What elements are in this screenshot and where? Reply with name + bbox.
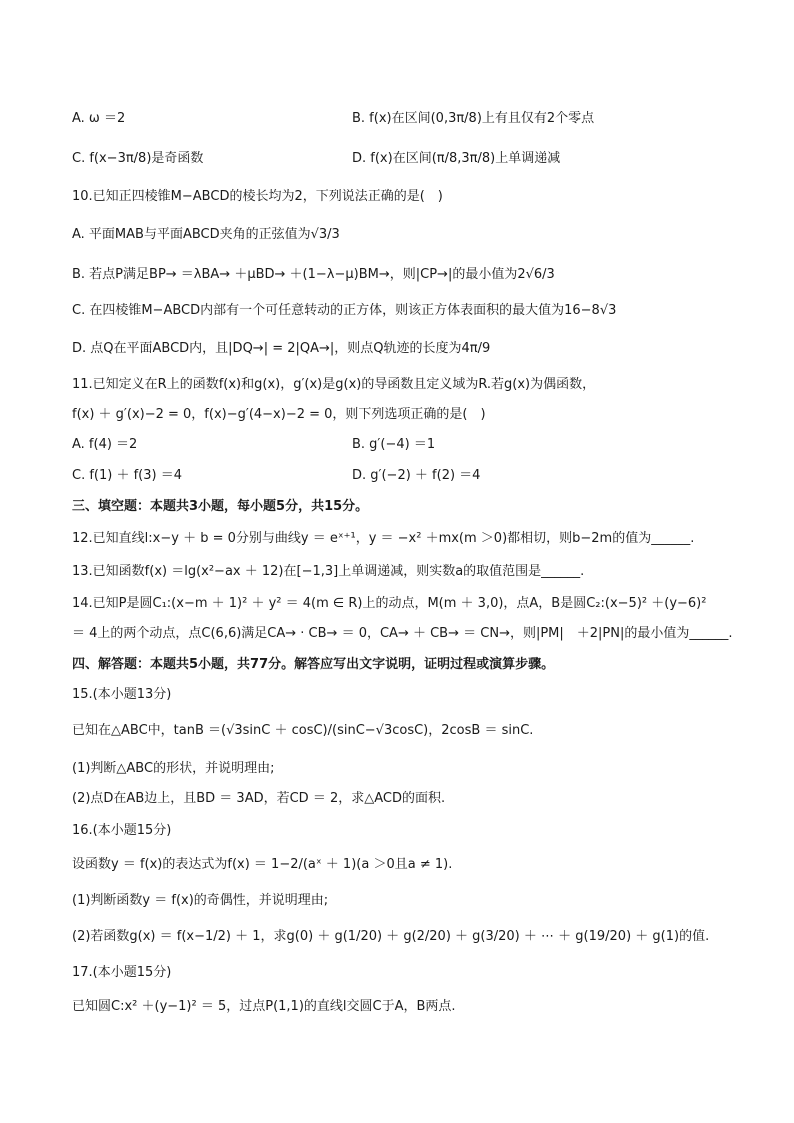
text-line: A. 平面MAB与平面ABCD夹角的正弦值为√3/3 bbox=[72, 227, 340, 242]
text-line: 设函数y ＝ f(x)的表达式为f(x) ＝ 1−2/(aˣ ＋ 1)(a ＞0且a ≠ 1). bbox=[72, 857, 453, 872]
text-line: C. f(1) ＋ f(3) ＝4 bbox=[72, 468, 182, 483]
text-line: 10.已知正四棱锥M−ABCD的棱长均为2，下列说法正确的是( ) bbox=[72, 189, 443, 204]
text-line: 已知圆C:x² ＋(y−1)² ＝ 5，过点P(1,1)的直线l交圆C于A，B两点. bbox=[72, 999, 456, 1014]
text-line: 11.已知定义在R上的函数f(x)和g(x)，g′(x)是g(x)的导函数且定义域为R.若g(x)为偶函数， bbox=[72, 377, 596, 392]
section-heading: 四、解答题：本题共5小题，共77分。解答应写出文字说明，证明过程或演算步骤。 bbox=[72, 657, 555, 672]
text-line: (1)判断△ABC的形状，并说明理由; bbox=[72, 761, 275, 776]
text-line: A. ω ＝2 bbox=[72, 111, 126, 126]
text-line: (2)点D在AB边上，且BD ＝ 3AD，若CD ＝ 2，求△ACD的面积. bbox=[72, 791, 446, 806]
section-heading: 三、填空题：本题共3小题，每小题5分，共15分。 bbox=[72, 499, 369, 514]
text-line: B. g′(−4) ＝1 bbox=[352, 437, 436, 452]
text-line: B. 若点P满足BP→ ＝λBA→ ＋μBD→ ＋(1−λ−μ)BM→，则|CP→|的最小值为2√6/3 bbox=[72, 267, 555, 282]
text-line: 已知在△ABC中，tanB ＝(√3sinC ＋ cosC)/(sinC−√3cosC)，2cosB ＝ sinC. bbox=[72, 723, 534, 738]
text-line: D. 点Q在平面ABCD内，且|DQ→| = 2|QA→|，则点Q轨迹的长度为4π/9 bbox=[72, 341, 491, 356]
text-line: 12.已知直线l:x−y ＋ b = 0分别与曲线y ＝ eˣ⁺¹，y ＝ −x² ＋mx(m ＞0)都相切，则b−2m的值为______. bbox=[72, 531, 695, 546]
text-line: (1)判断函数y ＝ f(x)的奇偶性，并说明理由; bbox=[72, 893, 329, 908]
text-line: 17.(本小题15分) bbox=[72, 965, 172, 980]
text-line: 14.已知P是圆C₁:(x−m ＋ 1)² ＋ y² ＝ 4(m ∈ R)上的动点，M(m ＋ 3,0)，点A，B是圆C₂:(x−5)² ＋(y−6)² bbox=[72, 596, 707, 611]
text-line: ＝ 4上的两个动点，点C(6,6)满足CA→ · CB→ ＝ 0，CA→ ＋ CB→ ＝ CN→，则|PM| ＋2|PN|的最小值为______. bbox=[72, 626, 733, 641]
text-line: B. f(x)在区间(0,3π/8)上有且仅有2个零点 bbox=[352, 111, 595, 126]
text-line: 16.(本小题15分) bbox=[72, 823, 172, 838]
text-line: D. f(x)在区间(π/8,3π/8)上单调递减 bbox=[352, 151, 561, 166]
text-line: D. g′(−2) ＋ f(2) ＝4 bbox=[352, 468, 481, 483]
text-line: C. 在四棱锥M−ABCD内部有一个可任意转动的正方体，则该正方体表面积的最大值为16−8√3 bbox=[72, 303, 617, 318]
text-line: 13.已知函数f(x) ＝lg(x²−ax ＋ 12)在[−1,3]上单调递减，则实数a的取值范围是______. bbox=[72, 564, 585, 579]
text-line: 15.(本小题13分) bbox=[72, 687, 172, 702]
text-line: f(x) ＋ g′(x)−2 = 0，f(x)−g′(4−x)−2 = 0，则下列选项正确的是( ) bbox=[72, 407, 486, 422]
text-line: A. f(4) ＝2 bbox=[72, 437, 138, 452]
text-line: C. f(x−3π/8)是奇函数 bbox=[72, 151, 204, 166]
text-line: (2)若函数g(x) ＝ f(x−1/2) ＋ 1，求g(0) ＋ g(1/20) ＋ g(2/20) ＋ g(3/20) ＋ ⋯ ＋ g(19/20) ＋ g(1)的值. bbox=[72, 929, 710, 944]
